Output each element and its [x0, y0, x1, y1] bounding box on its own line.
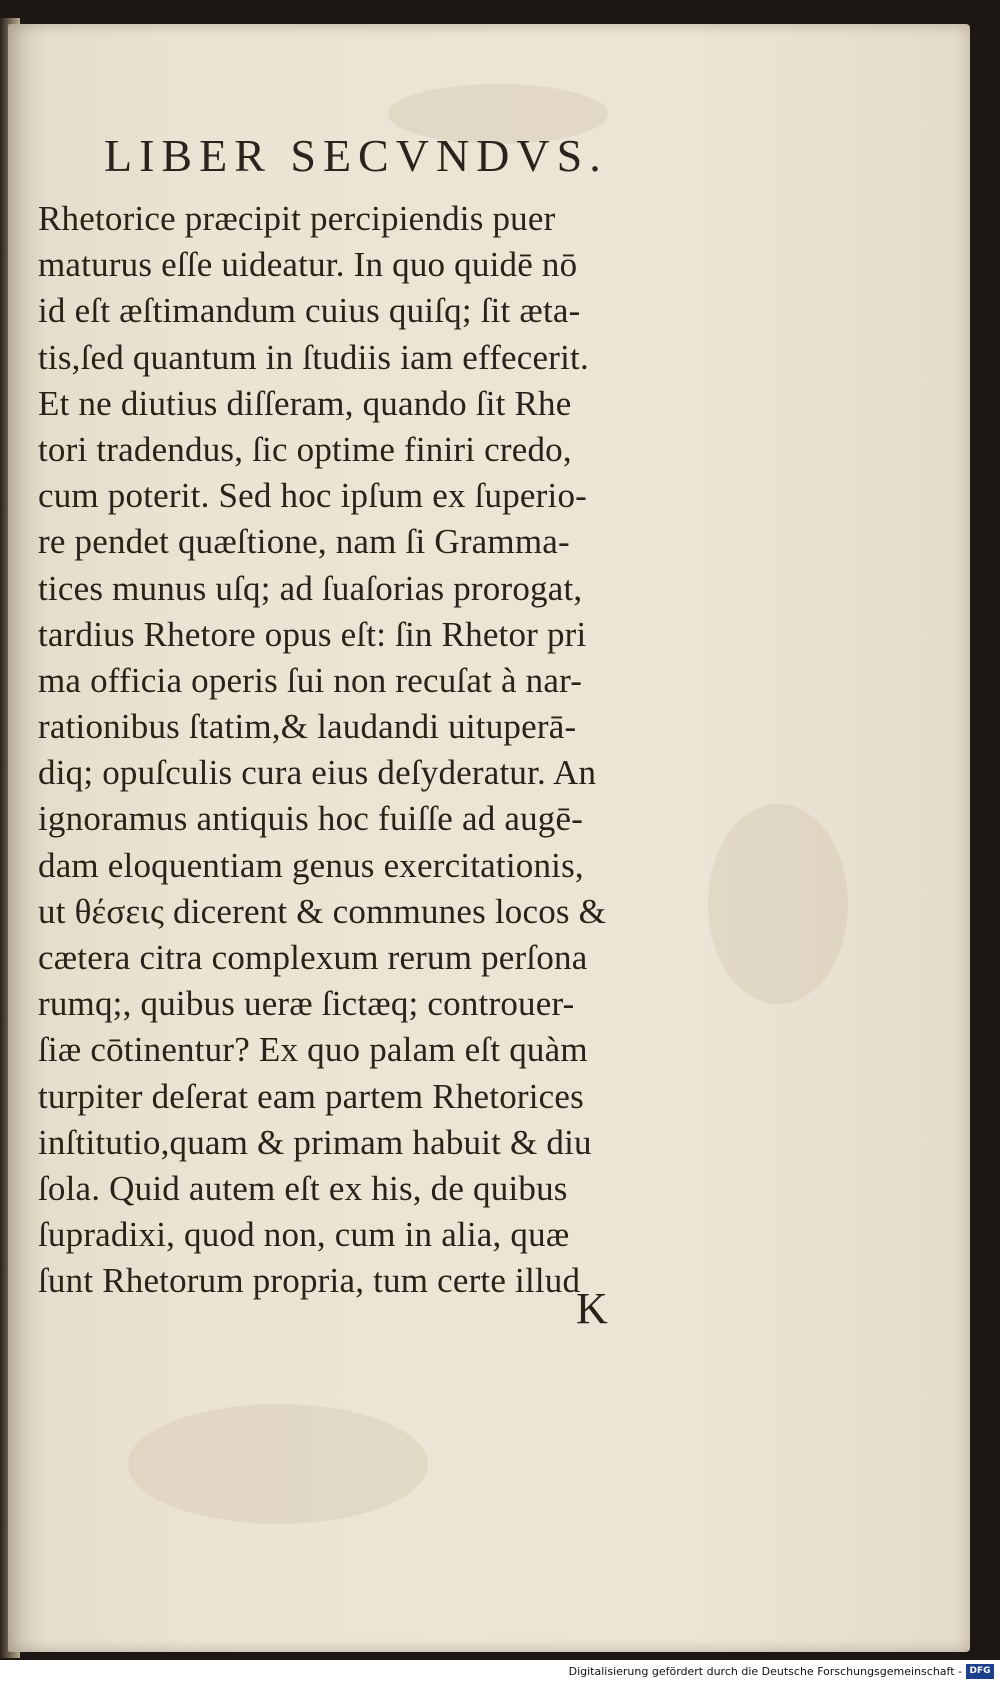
text-line: turpiter deſerat eam partem Rhetorices — [38, 1076, 584, 1116]
footer-bar — [0, 1660, 1000, 1684]
text-line: tori tradendus, ſic optime finiri credo, — [38, 429, 572, 469]
text-line: Rhetorice præcipit percipiendis puer — [38, 199, 556, 238]
footer-credit: Digitalisierung gefördert durch die Deutsche Forschungsgemeinschaft - — [568, 1665, 962, 1678]
text-line: cætera citra complexum rerum perſona — [38, 938, 588, 977]
text-line: inſtitutio,quam & primam habuit & diu — [38, 1122, 592, 1162]
text-line: diq; opuſculis cura eius deſyderatur. An — [38, 753, 597, 793]
text-line: ignoramus antiquis hoc fuiſſe ad augē- — [38, 799, 584, 839]
text-line: rumq;, quibus ueræ ſictæq; controuer- — [38, 984, 575, 1024]
text-line: ſola. Quid autem eſt ex his, de quibus — [38, 1168, 568, 1208]
text-line: rationibus ſtatim,& laudandi uituperā- — [38, 707, 577, 747]
page-stain — [128, 1404, 428, 1524]
body-text — [38, 196, 698, 1305]
dfg-logo: DFG — [966, 1664, 994, 1679]
text-line: ut θέσεις dicerent & communes locos & — [38, 891, 607, 931]
book-page — [8, 24, 970, 1652]
text-line: ſiæ cōtinentur? Ex quo palam eſt quàm — [38, 1030, 588, 1070]
text-line: ma officia operis ſui non recuſat à nar- — [38, 660, 583, 700]
text-line: ſunt Rhetorum propria, tum certe illud — [38, 1261, 581, 1301]
text-line: tices munus uſq; ad ſuaſorias prorogat, — [38, 568, 583, 608]
text-line: cum poterit. Sed hoc ipſum ex ſuperio- — [38, 476, 588, 516]
signature-mark: K — [576, 1284, 608, 1333]
text-line: re pendet quæſtione, nam ſi Gramma- — [38, 522, 570, 562]
text-line: Et ne diutius diſſeram, quando ſit Rhe — [38, 383, 572, 423]
text-line: ſupradixi, quod non, cum in alia, quæ — [38, 1215, 570, 1255]
page-stain — [708, 804, 848, 1004]
text-line: tis,ſed quantum in ſtudiis iam effecerit. — [38, 337, 589, 377]
text-line: dam eloquentiam genus exercitationis, — [38, 845, 584, 885]
text-line: tardius Rhetore opus eſt: ſin Rhetor pri — [38, 614, 587, 654]
text-line: id eſt æſtimandum cuius quiſq; ſit æta- — [38, 291, 581, 331]
text-line: maturus eſſe uideatur. In quo quidē nō — [38, 245, 578, 285]
running-head: LIBER SECVNDVS. — [104, 130, 608, 181]
